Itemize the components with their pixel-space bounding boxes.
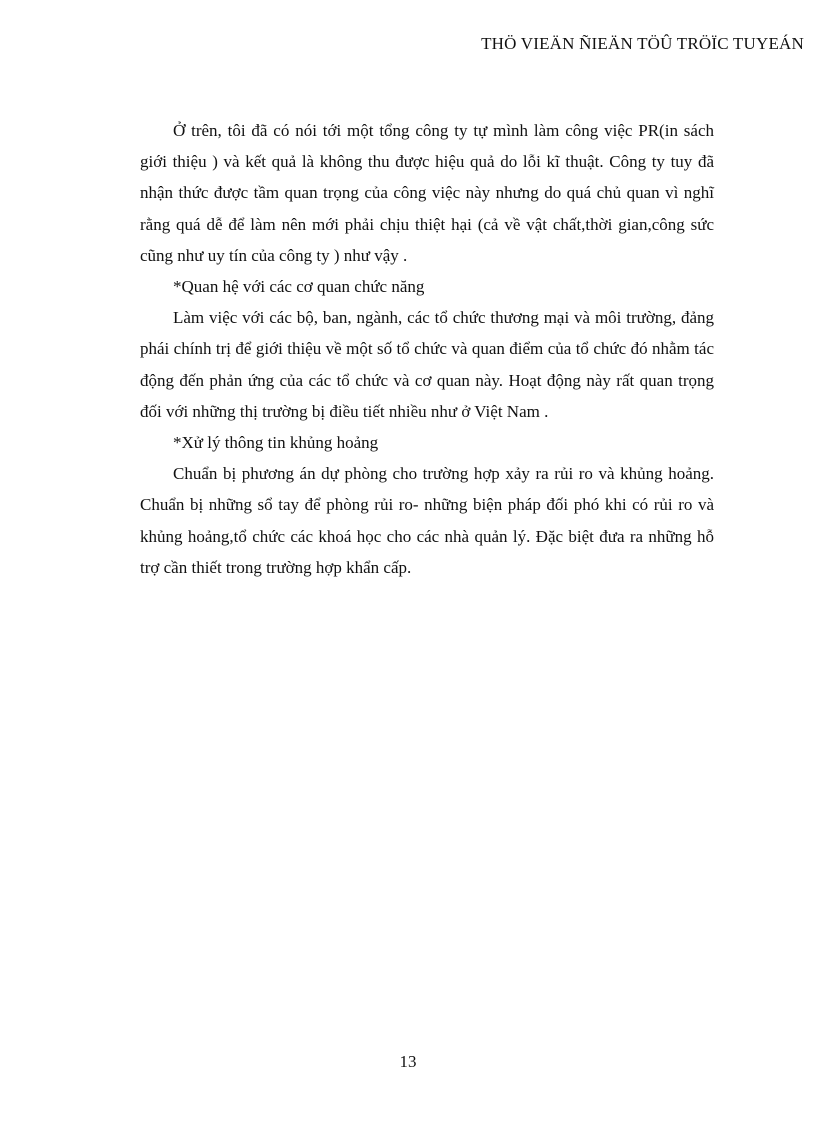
- section-heading-government-relations: *Quan hệ với các cơ quan chức năng: [173, 277, 425, 297]
- paragraph-crisis-handling: Chuẩn bị phương án dự phòng cho trường hợp xảy ra rủi ro và khủng hoảng. Chuẩn bị những sổ tay để phòng rủi ro- những biện pháp đối phó khi có rủi ro và khủng hoảng,tổ chức các khoá học cho các nhà quản lý. Đặc biệt đưa ra những hỗ trợ cần thiết trong trường hợp khẩn cấp.: [140, 464, 714, 577]
- header-title: THÖ VIEÄN ÑIEÄN TÖÛ TRÖÏC TUYEÁN: [481, 34, 804, 53]
- page-number: 13: [399, 1052, 417, 1071]
- document-body: [140, 115, 714, 583]
- section-heading-crisis-handling: *Xử lý thông tin khủng hoảng: [173, 433, 379, 453]
- paragraph-government-relations: Làm việc với các bộ, ban, ngành, các tổ chức thương mại và môi trường, đảng phái chính trị để giới thiệu về một số tổ chức và quan điểm của tổ chức đó nhằm tác động đến phản ứng của các tổ chức và cơ quan này. Hoạt động này rất quan trọng đối với những thị trường bị điều tiết nhiều như ở Việt Nam .: [140, 308, 714, 421]
- paragraph-pr-example: Ở trên, tôi đã có nói tới một tổng công ty tự mình làm công việc PR(in sách giới thiệu ) và kết quả là không thu được hiệu quả do lỗi kĩ thuật. Công ty tuy đã nhận thức được tầm quan trọng của công việc này nhưng do quá chủ quan vì nghĩ rằng quá dễ để làm nên mới phải chịu thiệt hại (cả về vật chất,thời gian,công sức cũng như uy tín của công ty ) như vậy .: [140, 121, 714, 265]
